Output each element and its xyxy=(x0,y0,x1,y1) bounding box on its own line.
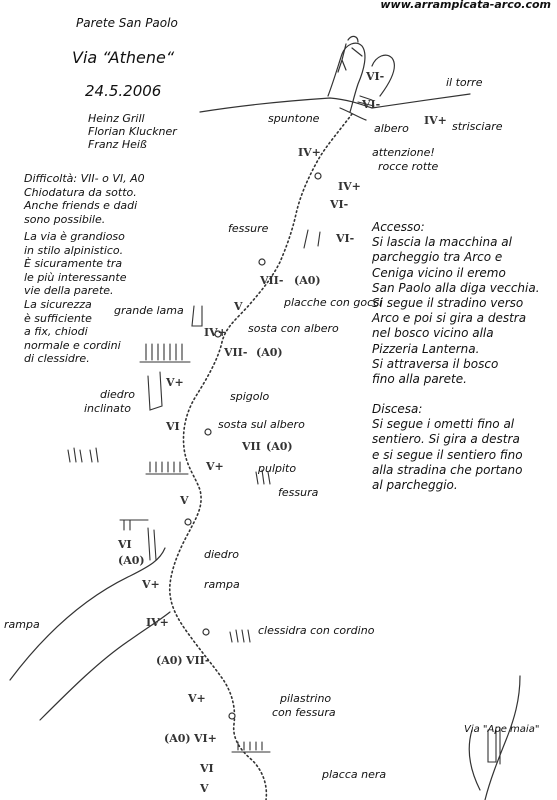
grade-mark: IV+ xyxy=(146,616,169,629)
label-fessura: fessura xyxy=(278,486,319,499)
summit-ridge-line xyxy=(200,94,470,112)
grade-mark: V xyxy=(234,300,243,313)
hatch-mark xyxy=(146,462,188,474)
grade-mark: V+ xyxy=(166,376,184,389)
label-strisciare: strisciare xyxy=(452,120,503,133)
grade-mark: VI- xyxy=(366,70,385,83)
label-diedro: diedro xyxy=(204,548,240,561)
label-fessure: fessure xyxy=(228,222,269,235)
belay-station xyxy=(185,519,191,525)
grade-mark: (A0) xyxy=(118,554,145,567)
label-ape-maia: Via "Ape maia" xyxy=(464,724,540,735)
hatch-mark xyxy=(120,520,148,530)
label-sosta-con-albero: sosta con albero xyxy=(248,322,339,335)
grade-mark: IV+ xyxy=(338,180,361,193)
hatch-mark xyxy=(232,742,270,752)
belay-station xyxy=(315,173,321,179)
hatch-mark xyxy=(68,448,98,462)
diedro-inclinato-mark xyxy=(148,372,162,410)
grade-mark: VI- xyxy=(330,198,349,211)
grade-mark: IV+ xyxy=(298,146,321,159)
grade-mark: VI xyxy=(166,420,180,433)
grade-mark: IV+ xyxy=(204,326,227,339)
hatch-mark xyxy=(140,344,190,362)
rampa-slope xyxy=(10,548,165,680)
grade-mark: (A0) xyxy=(256,346,283,359)
label-rampa-left: rampa xyxy=(4,618,40,631)
label-grande-lama: grande lama xyxy=(114,304,184,317)
difficulty-block: Difficoltà: VII- o VI, A0 Chiodatura da sotto. Anche friends e dadi sono possibile. xyxy=(24,172,145,226)
label-albero: albero xyxy=(374,122,409,135)
grade-mark: V+ xyxy=(142,578,160,591)
crack-mark xyxy=(304,230,320,248)
author: Florian Kluckner xyxy=(88,125,177,138)
label-il-torre: il torre xyxy=(446,76,483,89)
ape-maia-slope xyxy=(485,676,520,800)
character-block: La via è grandioso in stilo alpinistico. È sicuramente tra le più interessante vie della parete. La sicurezza è sufficiente a fix, chiodi normale e cordini di clessidre. xyxy=(24,230,127,366)
grade-mark: (A0) xyxy=(266,440,293,453)
author: Franz Heiß xyxy=(88,138,147,151)
label-spuntone: spuntone xyxy=(268,112,320,125)
label-placca-nera: placca nera xyxy=(322,768,387,781)
ape-maia-slope xyxy=(469,730,480,790)
label-pilastrino: pilastrino xyxy=(280,692,332,705)
label-diedro-inclinato: inclinato xyxy=(84,402,131,415)
grade-mark: VII- xyxy=(224,346,248,359)
grade-mark: (A0) xyxy=(156,654,183,667)
author: Heinz Grill xyxy=(88,112,145,125)
belay-station xyxy=(259,259,265,265)
wall-name: Parete San Paolo xyxy=(76,16,178,30)
descent-block: Discesa: Si segue i ometti fino al sentiero. Si gira a destra e si segue il sentiero fino alla stradina che portano al parcheggio. xyxy=(372,402,523,493)
grade-mark: VII xyxy=(242,440,261,453)
route-date: 24.5.2006 xyxy=(85,82,162,100)
descent-title: Discesa: xyxy=(372,402,423,416)
label-pulpito: pulpito xyxy=(258,462,297,475)
grade-mark: (A0) xyxy=(294,274,321,287)
grade-mark: VII- xyxy=(260,274,284,287)
hatch-mark xyxy=(230,630,250,642)
grade-mark: V+ xyxy=(206,460,224,473)
grade-mark: IV+ xyxy=(424,114,447,127)
website-url: www.arrampicata-arco.com xyxy=(380,0,551,11)
grade-mark: V xyxy=(180,494,189,507)
grade-mark: (A0) xyxy=(164,732,191,745)
belay-station xyxy=(205,429,211,435)
belay-station xyxy=(229,713,235,719)
label-rampa: rampa xyxy=(204,578,240,591)
grade-mark: V+ xyxy=(188,692,206,705)
label-sosta-sul-albero: sosta sul albero xyxy=(218,418,305,431)
grade-mark: VI xyxy=(200,762,214,775)
label-diedro-inclinato: diedro xyxy=(100,388,136,401)
label-spigolo: spigolo xyxy=(230,390,270,403)
grade-mark: VI- xyxy=(362,98,381,111)
grade-mark: VI xyxy=(118,538,132,551)
access-title: Accesso: xyxy=(372,220,425,234)
label-clessidra: clessidra con cordino xyxy=(258,624,375,637)
grade-mark: V xyxy=(200,782,209,795)
route-title: Via “Athene“ xyxy=(72,48,175,67)
grande-lama-mark xyxy=(192,306,202,326)
label-attenzione: attenzione! xyxy=(372,146,435,159)
label-placche: placche con gocci xyxy=(284,296,383,309)
access-block: Accesso: Si lascia la macchina al parcheggio tra Arco e Ceniga vicino il eremo San Paolo alla diga vecchia. Si segue il stradino verso Arco e poi si gira a destra nel bosco vicino alla Pizzeria Lanterna. Si attraversa il bosco fino alla parete. xyxy=(372,220,540,387)
grade-mark: VII- xyxy=(186,654,210,667)
belay-station xyxy=(203,629,209,635)
label-pilastrino: con fessura xyxy=(272,706,336,719)
grade-mark: VI- xyxy=(336,232,355,245)
grade-mark: VI+ xyxy=(194,732,217,745)
label-rocce-rotte: rocce rotte xyxy=(378,160,439,173)
diedro-mark xyxy=(148,528,156,560)
